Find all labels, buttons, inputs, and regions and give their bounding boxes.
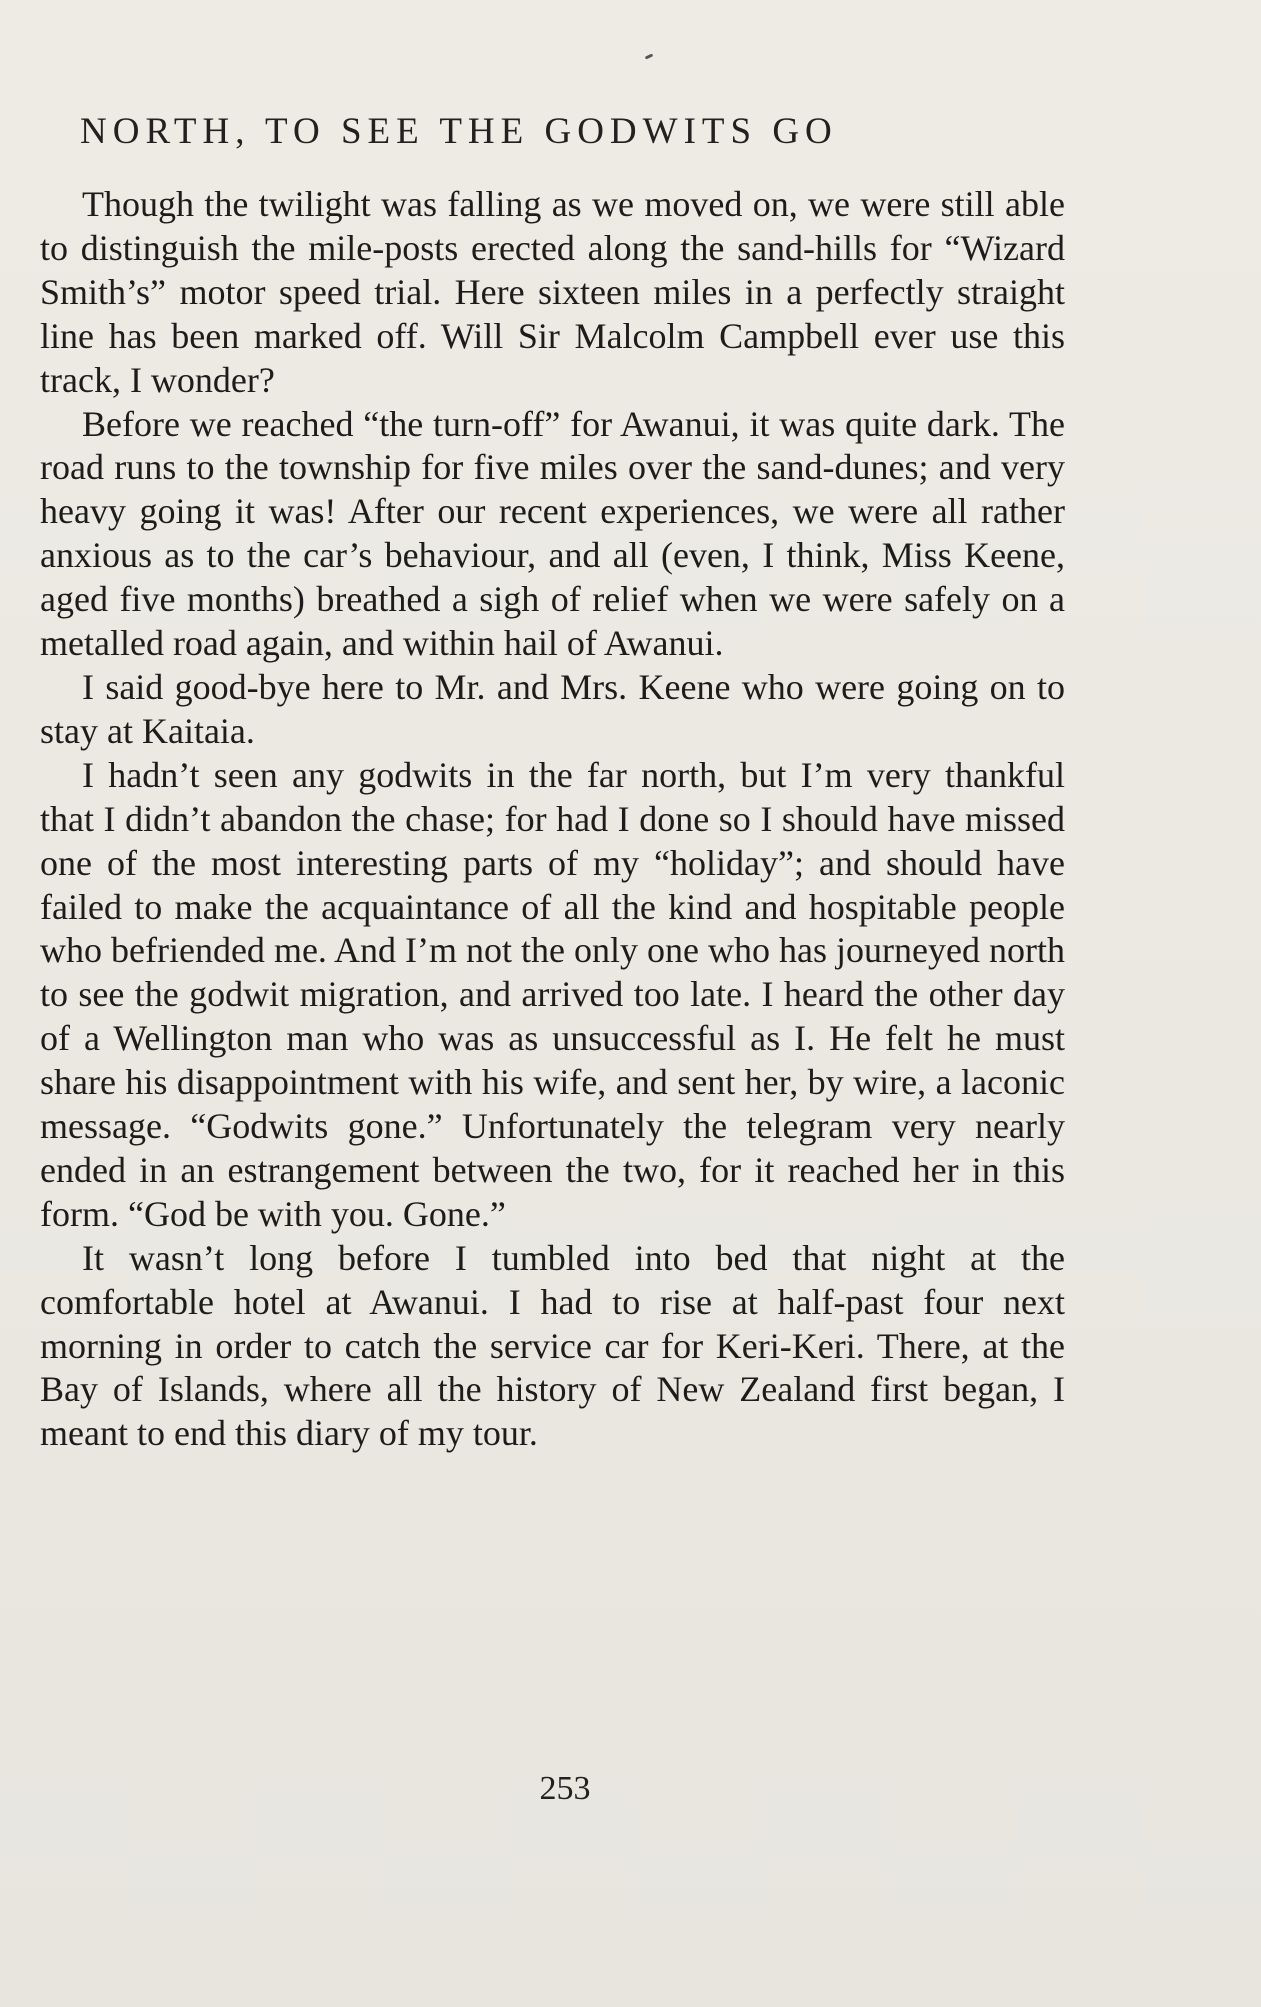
body-text [40,183,1065,1456]
paragraph-2: Before we reached “the turn-off” for Awanui, it was quite dark. The road runs to the township for five miles over the sand-dunes; and very heavy going it was! After our recent experiences, we were all rather anxious as to the car’s behaviour, and all (even, I think, Miss Keene, aged five months) breathed a sigh of relief when we were safely on a metalled road again, and within hail of Awanui. [40,403,1065,664]
paragraph-5: It wasn’t long before I tumbled into bed that night at the comfortable hotel at Awanui. I had to rise at half-past four next morning in order to catch the service car for Keri-Keri. There, at the Bay of Islands, where all the history of New Zealand first began, I meant to end this diary of my tour. [40,1237,1065,1454]
paragraph-3: I said good-bye here to Mr. and Mrs. Keene who were going on to stay at Kaitaia. [40,666,1065,751]
paragraph-4: I hadn’t seen any godwits in the far north, but I’m very thankful that I didn’t abandon the chase; for had I done so I should have missed one of the most interesting parts of my “holiday”; and should have failed to make the acquaintance of all the kind and hospitable people who befriended me. And I’m not the only one who has journeyed north to see the godwit migration, and arrived too late. I heard the other day of a Wellington man who was as unsuccessful as I. He felt he must share his disappointment with his wife, and sent her, by wire, a laconic message. “Godwits gone.” Unfortunately the telegram very nearly ended in an estrangement between the two, for it reached her in this form. “God be with you. Gone.” [40,754,1065,1234]
paragraph-1: Though the twilight was falling as we moved on, we were still able to distinguish the mile-posts erected along the sand-hills for “Wizard Smith’s” motor speed trial. Here sixteen miles in a perfectly straight line has been marked off. Will Sir Malcolm Campbell ever use this track, I wonder? [40,184,1065,400]
page-number: 253 [539,1770,591,1807]
running-header: NORTH, TO SEE THE GODWITS GO [80,111,838,152]
ink-speck [645,53,654,59]
